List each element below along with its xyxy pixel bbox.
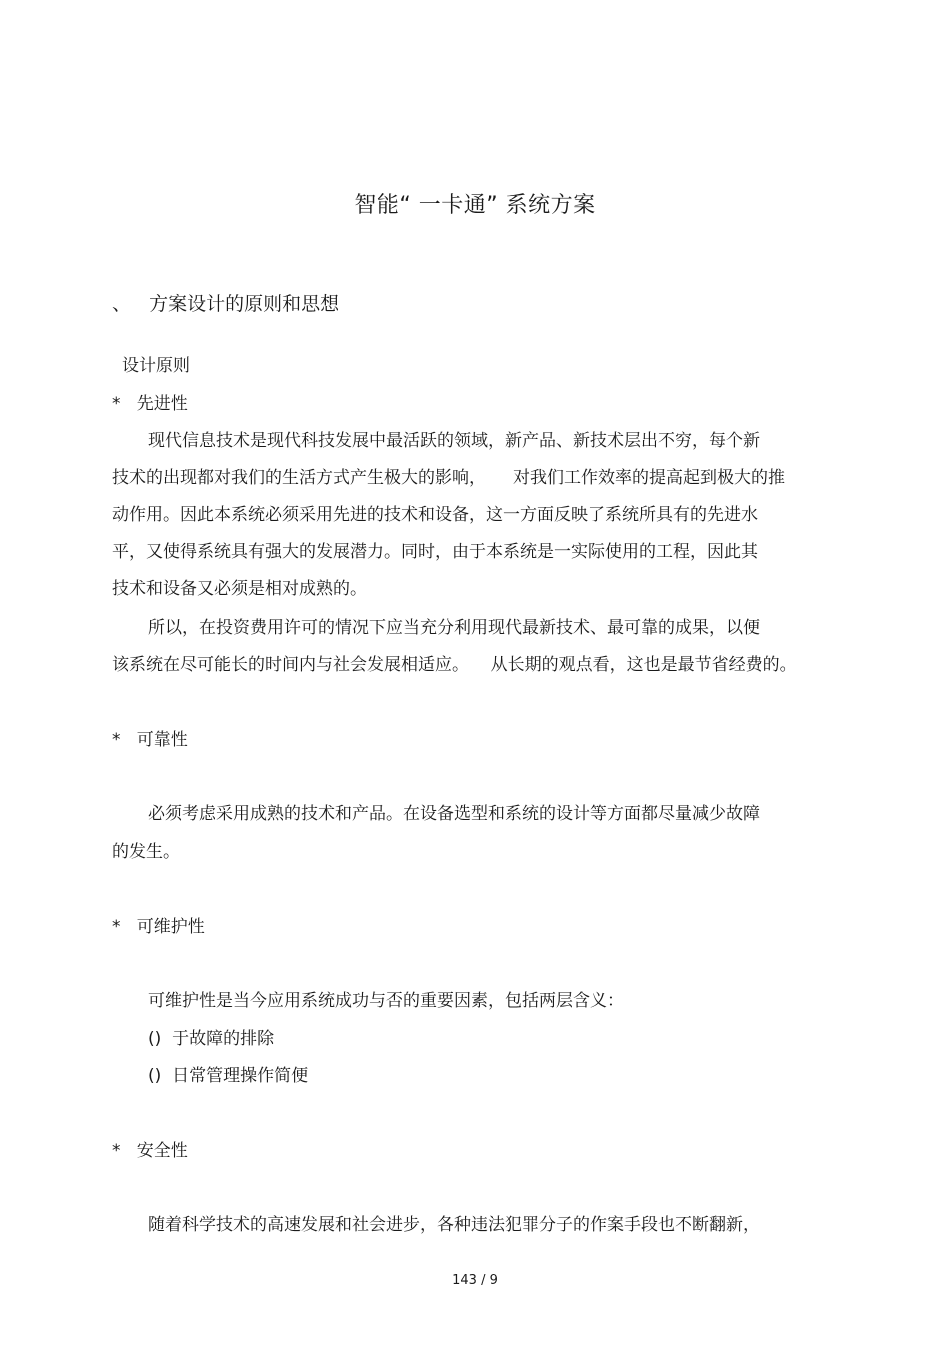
paragraph-line: 可维护性是当今应用系统成功与否的重要因素，包括两层含义： — [148, 991, 624, 1011]
principle-label-reliability: * 可靠性 — [112, 730, 188, 750]
subheading-design-principles: 设计原则 — [122, 356, 190, 376]
paragraph-line: 技术和设备又必须是相对成熟的。 — [112, 579, 367, 599]
list-item: () 于故障的排除 — [148, 1029, 275, 1049]
paragraph-line: 所以，在投资费用许可的情况下应当充分利用现代最新技术、最可靠的成果，以便 — [148, 618, 760, 638]
paragraph-line: 动作用。因此本系统必须采用先进的技术和设备，这一方面反映了系统所具有的先进水 — [112, 505, 758, 525]
list-item: () 日常管理操作简便 — [148, 1066, 309, 1086]
principle-label-security: * 安全性 — [112, 1141, 188, 1161]
document-title: 智能“ 一卡通” 系统方案 — [354, 193, 596, 218]
paragraph-line: 现代信息技术是现代科技发展中最活跃的领域，新产品、新技术层出不穷，每个新 — [148, 431, 760, 451]
page-number: 143 / 9 — [452, 1273, 498, 1288]
paragraph-line: 的发生。 — [112, 842, 180, 862]
paragraph-line: 随着科学技术的高速发展和社会进步，各种违法犯罪分子的作案手段也不断翻新， — [148, 1215, 760, 1235]
paragraph-line: 技术的出现都对我们的生活方式产生极大的影响， 对我们工作效率的提高起到极大的推 — [112, 468, 786, 488]
paragraph-line: 该系统在尽可能长的时间内与社会发展相适应。 从长期的观点看，这也是最节省经费的。 — [112, 655, 797, 675]
paragraph-line: 必须考虑采用成熟的技术和产品。在设备选型和系统的设计等方面都尽量减少故障 — [148, 804, 760, 824]
principle-label-advanced: * 先进性 — [112, 394, 188, 414]
principle-label-maintainability: * 可维护性 — [112, 917, 205, 937]
paragraph-line: 平，又使得系统具有强大的发展潜力。同时，由于本系统是一实际使用的工程，因此其 — [112, 542, 758, 562]
section-heading: 、 方案设计的原则和思想 — [112, 293, 340, 315]
